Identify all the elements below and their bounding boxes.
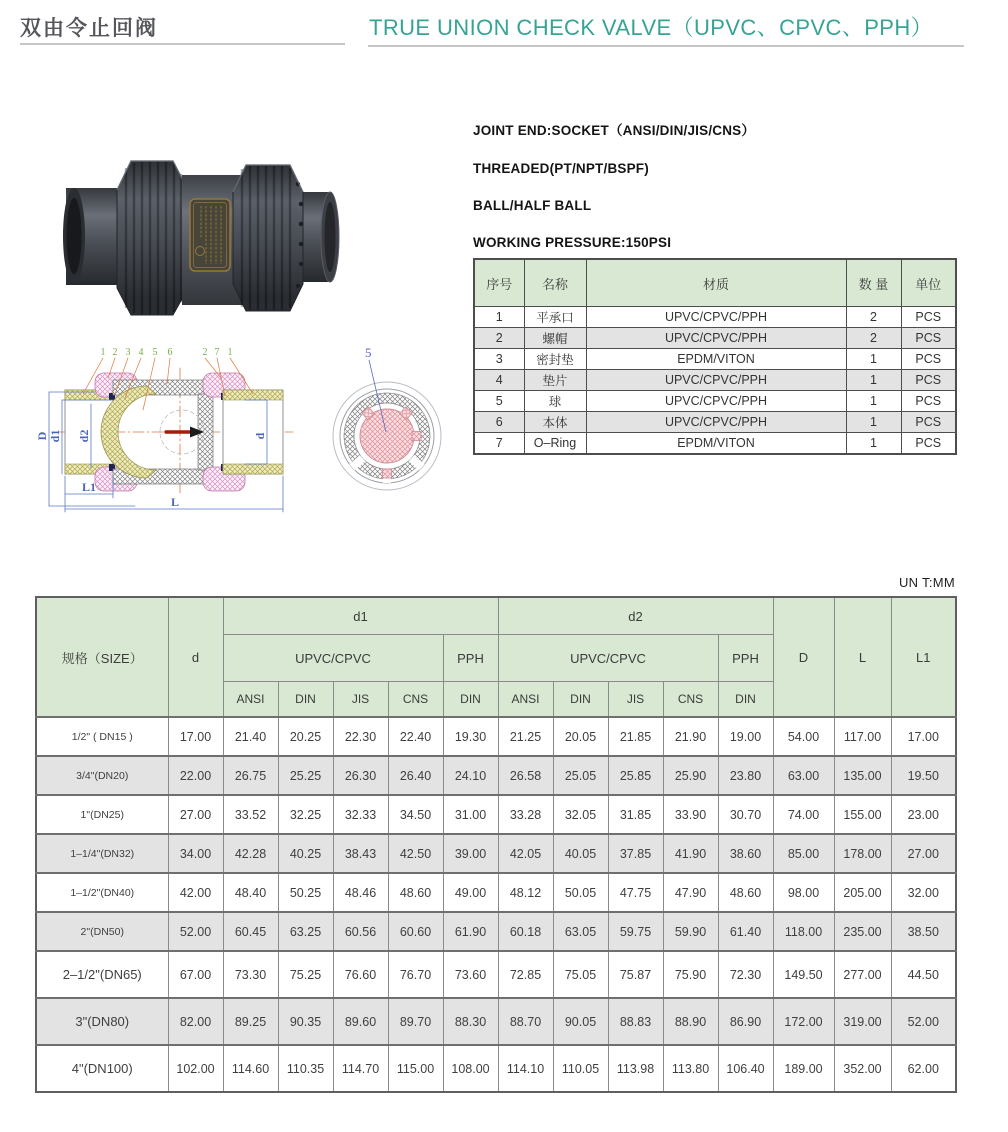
part-no-cell: 6 [474, 412, 524, 433]
d1-ansi-cell: 26.75 [223, 756, 278, 795]
col-header-d2-cns: CNS [663, 682, 718, 718]
d1-jis-cell: 26.30 [333, 756, 388, 795]
part-name-cell: O–Ring [524, 433, 586, 455]
part-no-cell: 5 [474, 391, 524, 412]
size-cell: 2"(DN50) [36, 912, 168, 951]
d1-jis-cell: 60.56 [333, 912, 388, 951]
d2-ansi-cell: 21.25 [498, 717, 553, 756]
col-header-no: 序号 [474, 259, 524, 307]
L-cell: 277.00 [834, 951, 891, 998]
d2-ansi-cell: 42.05 [498, 834, 553, 873]
d-cell: 22.00 [168, 756, 223, 795]
d2-jis-cell: 25.85 [608, 756, 663, 795]
group-header-d2: d2 [498, 597, 773, 635]
flow-arrow [160, 410, 204, 454]
d2-din-cell: 110.05 [553, 1045, 608, 1092]
dimension-table-row [36, 717, 956, 756]
callout-1b: 1 [227, 347, 233, 358]
d1-din-cell: 40.25 [278, 834, 333, 873]
col-header-d2-jis: JIS [608, 682, 663, 718]
parts-table-row [474, 433, 956, 455]
group-header-d1-pph: PPH [443, 635, 498, 682]
parts-table-row [474, 370, 956, 391]
part-material-cell: UPVC/CPVC/PPH [586, 328, 846, 349]
d1-din-cell: 90.35 [278, 998, 333, 1045]
d-cell: 82.00 [168, 998, 223, 1045]
end-view [333, 345, 441, 490]
L-cell: 178.00 [834, 834, 891, 873]
d1-din-cell: 32.25 [278, 795, 333, 834]
part-name-cell: 平承口 [524, 307, 586, 328]
callout-3: 3 [125, 347, 131, 358]
col-header-name: 名称 [524, 259, 586, 307]
d2-ansi-cell: 48.12 [498, 873, 553, 912]
parts-table-row [474, 391, 956, 412]
spec-line: JOINT END:SOCKET（ANSI/DIN/JIS/CNS） [473, 123, 756, 138]
d1-ansi-cell: 73.30 [223, 951, 278, 998]
size-cell: 1–1/2"(DN40) [36, 873, 168, 912]
part-no-cell: 7 [474, 433, 524, 455]
part-unit-cell: PCS [901, 307, 956, 328]
part-material-cell: UPVC/CPVC/PPH [586, 370, 846, 391]
part-unit-cell: PCS [901, 433, 956, 455]
d2-pph-din-cell: 38.60 [718, 834, 773, 873]
part-unit-cell: PCS [901, 349, 956, 370]
cross-section-drawing [35, 344, 460, 524]
col-header-material: 材质 [586, 259, 846, 307]
L1-cell: 38.50 [891, 912, 956, 951]
d1-pph-din-cell: 49.00 [443, 873, 498, 912]
size-cell: 2–1/2"(DN65) [36, 951, 168, 998]
L-cell: 155.00 [834, 795, 891, 834]
group-header-d1-upvc-cpvc: UPVC/CPVC [223, 635, 443, 682]
part-no-cell: 1 [474, 307, 524, 328]
part-unit-cell: PCS [901, 412, 956, 433]
L1-cell: 32.00 [891, 873, 956, 912]
gold-label [190, 199, 230, 271]
d2-din-cell: 75.05 [553, 951, 608, 998]
d-cell: 102.00 [168, 1045, 223, 1092]
group-header-d1: d1 [223, 597, 498, 635]
d1-ansi-cell: 114.60 [223, 1045, 278, 1092]
part-qty-cell: 1 [846, 349, 901, 370]
d2-din-cell: 20.05 [553, 717, 608, 756]
d1-jis-cell: 89.60 [333, 998, 388, 1045]
D-cell: 149.50 [773, 951, 834, 998]
d-cell: 34.00 [168, 834, 223, 873]
dim-label-L: L [170, 495, 180, 509]
callout-2: 2 [112, 347, 118, 358]
d2-pph-din-cell: 61.40 [718, 912, 773, 951]
page-title-chinese: 双由令止回阀 [20, 17, 158, 40]
size-cell: 1"(DN25) [36, 795, 168, 834]
d2-cns-cell: 41.90 [663, 834, 718, 873]
d2-ansi-cell: 33.28 [498, 795, 553, 834]
d2-ansi-cell: 88.70 [498, 998, 553, 1045]
size-cell: 4"(DN100) [36, 1045, 168, 1092]
D-cell: 63.00 [773, 756, 834, 795]
d2-pph-din-cell: 72.30 [718, 951, 773, 998]
d1-cns-cell: 26.40 [388, 756, 443, 795]
d2-cns-cell: 33.90 [663, 795, 718, 834]
parts-header-row [474, 259, 956, 307]
L-cell: 205.00 [834, 873, 891, 912]
part-material-cell: UPVC/CPVC/PPH [586, 307, 846, 328]
d1-jis-cell: 48.46 [333, 873, 388, 912]
callout-numbers [101, 347, 233, 358]
size-cell: 3"(DN80) [36, 998, 168, 1045]
spec-line: BALL/HALF BALL [473, 198, 592, 213]
d2-pph-din-cell: 19.00 [718, 717, 773, 756]
part-material-cell: UPVC/CPVC/PPH [586, 391, 846, 412]
d2-din-cell: 40.05 [553, 834, 608, 873]
d2-cns-cell: 59.90 [663, 912, 718, 951]
unit-note: UN T:MM [898, 575, 955, 590]
d1-ansi-cell: 33.52 [223, 795, 278, 834]
d2-pph-din-cell: 86.90 [718, 998, 773, 1045]
part-material-cell: UPVC/CPVC/PPH [586, 412, 846, 433]
dimension-table-row [36, 795, 956, 834]
L1-cell: 17.00 [891, 717, 956, 756]
d2-din-cell: 63.05 [553, 912, 608, 951]
col-header-d: d [168, 597, 223, 717]
d1-jis-cell: 76.60 [333, 951, 388, 998]
col-header-D: D [773, 597, 834, 717]
valve-photo-illustration [60, 126, 340, 333]
d2-ansi-cell: 60.18 [498, 912, 553, 951]
d1-pph-din-cell: 19.30 [443, 717, 498, 756]
d2-cns-cell: 21.90 [663, 717, 718, 756]
col-header-d1-pph-din: DIN [443, 682, 498, 718]
callout-5: 5 [152, 347, 158, 358]
size-cell: 1–1/4"(DN32) [36, 834, 168, 873]
parts-table-row [474, 307, 956, 328]
d1-ansi-cell: 89.25 [223, 998, 278, 1045]
part-no-cell: 4 [474, 370, 524, 391]
part-no-cell: 3 [474, 349, 524, 370]
callout-1: 1 [100, 347, 106, 358]
spec-line: WORKING PRESSURE:150PSI [473, 235, 672, 250]
d2-din-cell: 90.05 [553, 998, 608, 1045]
d2-cns-cell: 88.90 [663, 998, 718, 1045]
col-header-unit: 单位 [901, 259, 956, 307]
group-header-d2-upvc-cpvc: UPVC/CPVC [498, 635, 718, 682]
callout-6: 6 [167, 347, 173, 358]
end-view-callout-5: 5 [365, 345, 372, 360]
d2-pph-din-cell: 48.60 [718, 873, 773, 912]
D-cell: 189.00 [773, 1045, 834, 1092]
part-qty-cell: 1 [846, 412, 901, 433]
d-cell: 42.00 [168, 873, 223, 912]
L1-cell: 23.00 [891, 795, 956, 834]
col-header-d1-ansi: ANSI [223, 682, 278, 718]
d1-din-cell: 25.25 [278, 756, 333, 795]
parts-table-row [474, 328, 956, 349]
col-header-L1: L1 [891, 597, 956, 717]
d2-cns-cell: 113.80 [663, 1045, 718, 1092]
d1-din-cell: 75.25 [278, 951, 333, 998]
d1-pph-din-cell: 88.30 [443, 998, 498, 1045]
d-cell: 67.00 [168, 951, 223, 998]
group-header-d2-pph: PPH [718, 635, 773, 682]
d1-pph-din-cell: 24.10 [443, 756, 498, 795]
col-header-size: 规格（SIZE） [36, 597, 168, 717]
d2-jis-cell: 31.85 [608, 795, 663, 834]
page-title-english: TRUE UNION CHECK VALVE（UPVC、CPVC、PPH） [369, 15, 934, 40]
d-cell: 27.00 [168, 795, 223, 834]
part-qty-cell: 1 [846, 391, 901, 412]
d1-cns-cell: 76.70 [388, 951, 443, 998]
part-name-cell: 螺帽 [524, 328, 586, 349]
d2-jis-cell: 75.87 [608, 951, 663, 998]
d2-jis-cell: 37.85 [608, 834, 663, 873]
d1-ansi-cell: 21.40 [223, 717, 278, 756]
L-cell: 117.00 [834, 717, 891, 756]
dim-label-d1: d1 [48, 429, 62, 443]
part-qty-cell: 1 [846, 433, 901, 455]
col-header-d2-pph-din: DIN [718, 682, 773, 718]
D-cell: 74.00 [773, 795, 834, 834]
part-unit-cell: PCS [901, 391, 956, 412]
d2-din-cell: 25.05 [553, 756, 608, 795]
d2-cns-cell: 47.90 [663, 873, 718, 912]
dim-label-D: D [35, 431, 49, 441]
size-cell: 3/4"(DN20) [36, 756, 168, 795]
d1-cns-cell: 60.60 [388, 912, 443, 951]
d1-pph-din-cell: 73.60 [443, 951, 498, 998]
L1-cell: 52.00 [891, 998, 956, 1045]
dimension-table-row [36, 998, 956, 1045]
col-header-d2-ansi: ANSI [498, 682, 553, 718]
part-qty-cell: 2 [846, 328, 901, 349]
callout-2b: 2 [202, 347, 208, 358]
L-cell: 235.00 [834, 912, 891, 951]
d1-din-cell: 63.25 [278, 912, 333, 951]
part-unit-cell: PCS [901, 328, 956, 349]
spec-line: THREADED(PT/NPT/BSPF) [473, 161, 649, 176]
part-qty-cell: 1 [846, 370, 901, 391]
parts-table-row [474, 412, 956, 433]
d1-ansi-cell: 42.28 [223, 834, 278, 873]
dimension-table-row [36, 756, 956, 795]
spec-list [473, 119, 755, 250]
d2-ansi-cell: 114.10 [498, 1045, 553, 1092]
d1-jis-cell: 114.70 [333, 1045, 388, 1092]
dimension-table-row [36, 873, 956, 912]
d1-cns-cell: 42.50 [388, 834, 443, 873]
col-header-L: L [834, 597, 891, 717]
D-cell: 118.00 [773, 912, 834, 951]
dimension-table-row [36, 951, 956, 998]
title-underline-right [368, 45, 964, 47]
d1-din-cell: 50.25 [278, 873, 333, 912]
dim-label-d2: d2 [77, 429, 91, 443]
part-name-cell: 球 [524, 391, 586, 412]
right-union-nut [233, 165, 303, 311]
d2-ansi-cell: 72.85 [498, 951, 553, 998]
col-header-d2-din: DIN [553, 682, 608, 718]
dimension-table-row [36, 1045, 956, 1092]
L1-cell: 19.50 [891, 756, 956, 795]
d2-jis-cell: 88.83 [608, 998, 663, 1045]
part-qty-cell: 2 [846, 307, 901, 328]
left-union-nut [117, 161, 187, 315]
parts-table-row [474, 349, 956, 370]
part-material-cell: EPDM/VITON [586, 433, 846, 455]
D-cell: 98.00 [773, 873, 834, 912]
d1-ansi-cell: 48.40 [223, 873, 278, 912]
L1-cell: 27.00 [891, 834, 956, 873]
d-cell: 17.00 [168, 717, 223, 756]
d2-jis-cell: 21.85 [608, 717, 663, 756]
title-underline-left [20, 43, 345, 45]
part-name-cell: 垫片 [524, 370, 586, 391]
d2-cns-cell: 75.90 [663, 951, 718, 998]
part-material-cell: EPDM/VITON [586, 349, 846, 370]
part-name-cell: 密封垫 [524, 349, 586, 370]
d2-jis-cell: 47.75 [608, 873, 663, 912]
d-cell: 52.00 [168, 912, 223, 951]
d1-jis-cell: 32.33 [333, 795, 388, 834]
dimension-table [35, 596, 957, 1093]
d2-ansi-cell: 26.58 [498, 756, 553, 795]
dimension-table-row [36, 834, 956, 873]
dim-header-row-1 [36, 597, 956, 635]
d1-cns-cell: 115.00 [388, 1045, 443, 1092]
d2-din-cell: 50.05 [553, 873, 608, 912]
d1-jis-cell: 38.43 [333, 834, 388, 873]
d1-pph-din-cell: 108.00 [443, 1045, 498, 1092]
d1-pph-din-cell: 39.00 [443, 834, 498, 873]
callout-7: 7 [214, 347, 220, 358]
col-header-d1-cns: CNS [388, 682, 443, 718]
d1-ansi-cell: 60.45 [223, 912, 278, 951]
d1-jis-cell: 22.30 [333, 717, 388, 756]
d1-cns-cell: 34.50 [388, 795, 443, 834]
d2-jis-cell: 59.75 [608, 912, 663, 951]
L1-cell: 62.00 [891, 1045, 956, 1092]
d1-din-cell: 20.25 [278, 717, 333, 756]
D-cell: 54.00 [773, 717, 834, 756]
d2-din-cell: 32.05 [553, 795, 608, 834]
product-photo [60, 126, 340, 333]
d2-pph-din-cell: 30.70 [718, 795, 773, 834]
d1-cns-cell: 48.60 [388, 873, 443, 912]
d2-pph-din-cell: 23.80 [718, 756, 773, 795]
D-cell: 172.00 [773, 998, 834, 1045]
col-header-qty: 数 量 [846, 259, 901, 307]
d2-jis-cell: 113.98 [608, 1045, 663, 1092]
L-cell: 352.00 [834, 1045, 891, 1092]
dimension-table-row [36, 912, 956, 951]
L1-cell: 44.50 [891, 951, 956, 998]
col-header-d1-din: DIN [278, 682, 333, 718]
d1-pph-din-cell: 31.00 [443, 795, 498, 834]
d2-cns-cell: 25.90 [663, 756, 718, 795]
d1-pph-din-cell: 61.90 [443, 912, 498, 951]
L-cell: 135.00 [834, 756, 891, 795]
col-header-d1-jis: JIS [333, 682, 388, 718]
L-cell: 319.00 [834, 998, 891, 1045]
technical-drawing [35, 344, 460, 524]
d1-din-cell: 110.35 [278, 1045, 333, 1092]
d1-cns-cell: 89.70 [388, 998, 443, 1045]
part-name-cell: 本体 [524, 412, 586, 433]
D-cell: 85.00 [773, 834, 834, 873]
dim-label-d: d [253, 432, 267, 440]
section-view [35, 347, 293, 512]
size-cell: 1/2" ( DN15 ) [36, 717, 168, 756]
part-unit-cell: PCS [901, 370, 956, 391]
part-no-cell: 2 [474, 328, 524, 349]
parts-table [473, 258, 957, 455]
right-socket-section [223, 390, 283, 474]
dim-label-L1: L1 [81, 480, 97, 494]
callout-4: 4 [138, 347, 144, 358]
d2-pph-din-cell: 106.40 [718, 1045, 773, 1092]
d1-cns-cell: 22.40 [388, 717, 443, 756]
